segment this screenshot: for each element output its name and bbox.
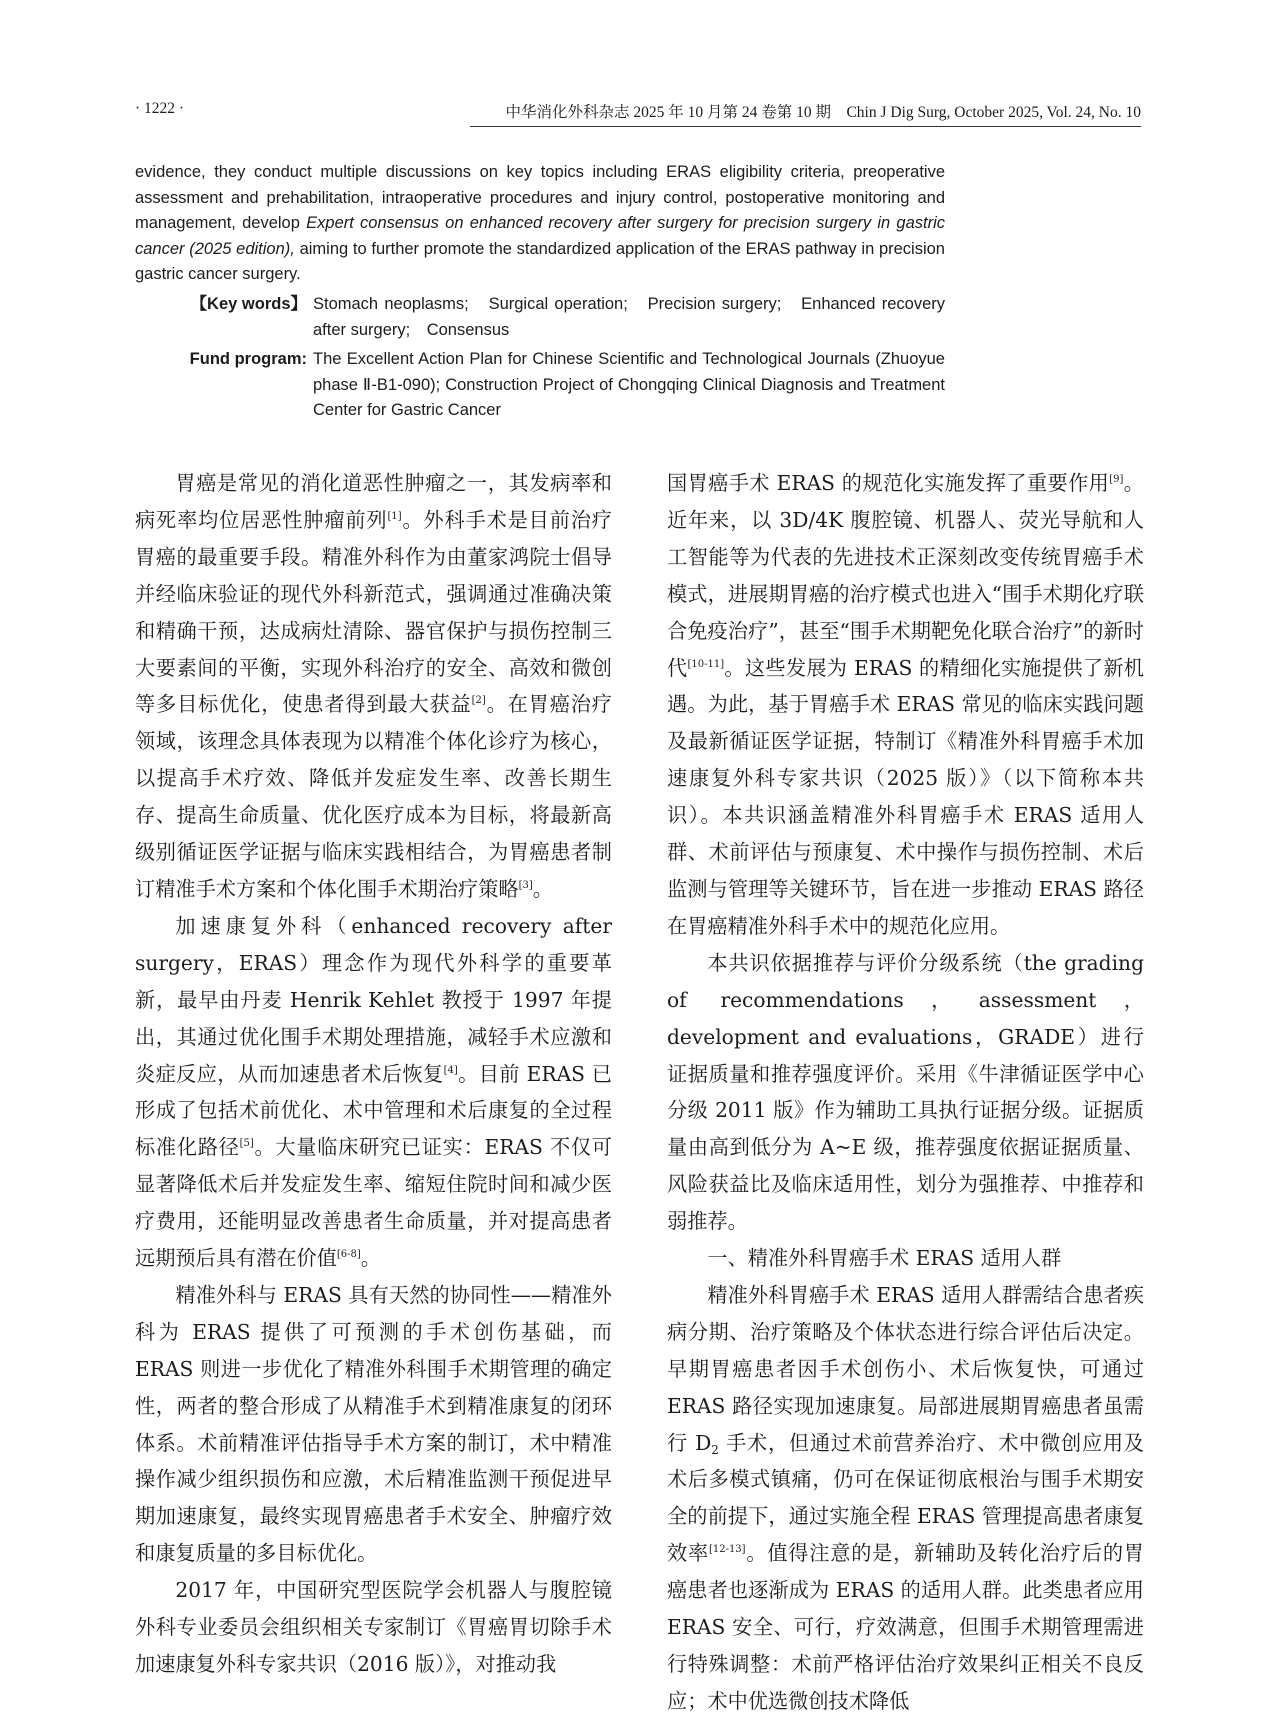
header-rule	[470, 126, 1141, 127]
citation-ref: [1]	[387, 510, 402, 522]
journal-citation: 中华消化外科杂志 2025 年 10 月第 24 卷第 10 期 Chin J Dig Surg, October 2025, Vol. 24, No. 10	[505, 104, 1141, 121]
text-run: 。大量临床研究已证实：ERAS 不仅可显著降低术后并发症发生率、缩短住院时间和减少医疗费用，还能明显改善患者生命质量，并对提高患者远期预后具有潜在价值	[135, 1135, 612, 1271]
citation-ref: [4]	[443, 1064, 458, 1076]
text-run: 。近年来，以 3D/4K 腹腔镜、机器人、荧光导航和人工智能等为代表的先进技术正深刻改变传统胃癌手术模式，进展期胃癌的治疗模式也进入“围手术期化疗联合免疫治疗”，甚至“围手术期靶免化联合治疗”的新时代	[667, 471, 1144, 680]
citation-ref: [12-13]	[708, 1544, 746, 1556]
paragraph: 精准外科与 ERAS 具有天然的协同性——精准外科为 ERAS 提供了可预测的手术创伤基础，而 ERAS 则进一步优化了精准外科围手术期管理的确定性，两者的整合形成了从精准手术到精准康复的闭环体系。术前精准评估指导手术方案的制订，术中精准操作减少组织损伤和应激，术后精准监测干预促进早期加速康复，最终实现胃癌患者手术安全、肿瘤疗效和康复质量的多目标优化。	[135, 1282, 612, 1566]
paragraph	[667, 1277, 1144, 1720]
text-run: 。	[532, 876, 553, 901]
paragraph: 本共识依据推荐与评价分级系统（the grading of recommendations，assessment，development and evaluations，GRADE）进行证据质量和推荐强度评价。采用《牛津循证医学中心分级 2011 版》作为辅助工具执行证据分级。证据质量由高到低分为 A~E 级，推荐强度依据证据质量、风险获益比及临床适用性，划分为强推荐、中推荐和弱推荐。	[667, 950, 1144, 1234]
fund-label: Fund program:	[189, 350, 307, 369]
citation-ref: [6-8]	[336, 1249, 361, 1261]
text-run: 。这些发展为 ERAS 的精细化实施提供了新机遇。为此，基于胃癌手术 ERAS 常见的临床实践问题及最新循证医学证据，特制订《精准外科胃癌手术加速康复外科专家共识（2025 版）》（以下简称本共识）。本共识涵盖精准外科胃癌手术 ERAS 适用人群、术前评估与预康复、术中操作与损伤控制、术后监测与管理等关键环节，旨在进一步推动 ERAS 路径在胃癌精准外科手术中的规范化应用。	[667, 655, 1144, 938]
text-run: 。值得注意的是，新辅助及转化治疗后的胃癌患者也逐渐成为 ERAS 的适用人群。此类患者应用 ERAS 安全、可行，疗效满意，但围手术期管理需进行特殊调整：术前严格评估治疗效果纠正相关不良反应；术中优选微创技术降低	[667, 1541, 1144, 1713]
page-number: · 1222 ·	[135, 100, 185, 117]
page-header	[135, 100, 1141, 128]
text-run: 手术，但通过术前营养治疗、术中微创应用及术后多模式镇痛，仍可在保证彻底根治与围手术期安全的前提下，通过实施全程 ERAS 管理提高患者康复效率	[667, 1430, 1144, 1566]
paragraph	[135, 908, 612, 1277]
text-run: 胃癌是常见的消化道恶性肿瘤之一，其发病率和病死率均位居恶性肿瘤前列	[135, 471, 612, 532]
abstract-text-b: aiming to further promote the standardized application of the ERAS pathway in precision gastric cancer surgery.	[135, 239, 945, 284]
english-abstract	[135, 160, 945, 424]
text-run: 精准外科胃癌手术 ERAS 适用人群需结合患者疾病分期、治疗策略及个体状态进行综合评估后决定。早期胃癌患者因手术创伤小、术后恢复快，可通过 ERAS 路径实现加速康复。局部进展期胃癌患者虽需行 D	[667, 1282, 1144, 1455]
citation-ref: [3]	[518, 879, 533, 891]
paragraph: 2017 年，中国研究型医院学会机器人与腹腔镜外科专业委员会组织相关专家制订《胃癌胃切除手术加速康复外科专家共识（2016 版）》，对推动我	[135, 1578, 612, 1676]
citation-ref: [5]	[239, 1138, 254, 1150]
fund-row	[135, 347, 945, 424]
text-run: 。目前 ERAS 已形成了包括术前优化、术中管理和术后康复的全过程标准化路径	[135, 1061, 612, 1160]
subscript: 2	[711, 1442, 719, 1457]
paragraph	[135, 465, 612, 908]
text-run: 。	[360, 1246, 381, 1271]
consensus-title-italic: Expert consensus on enhanced recovery after surgery for precision surgery in gastric cancer (2025 edition),	[135, 214, 945, 258]
citation-ref: [10-11]	[687, 658, 725, 670]
text-run: 。外科手术是目前治疗胃癌的最重要手段。精准外科作为由董家鸿院士倡导并经临床验证的现代外科新范式，强调通过准确决策和精确干预，达成病灶清除、器官保护与损伤控制三大要素间的平衡，实现外科治疗的安全、高效和微创等多目标优化，使患者得到最大获益	[135, 507, 612, 717]
keywords-row	[135, 292, 945, 343]
keywords-label: 【Key words】	[190, 294, 307, 313]
text-run: 加速康复外科（enhanced recovery after surgery，ERAS）理念作为现代外科学的重要革新，最早由丹麦 Henrik Kehlet 教授于 1997 年提出，其通过优化围手术期处理措施，减轻手术应激和炎症反应，从而加速患者术后恢复	[135, 913, 612, 1086]
citation-ref: [2]	[471, 695, 486, 707]
abstract-text	[135, 160, 945, 288]
keywords-value: Stomach neoplasms; Surgical operation; Precision surgery; Enhanced recovery after surgery; Consensus	[313, 294, 945, 339]
body-column-right	[667, 465, 1144, 1720]
section-heading: 一、精准外科胃癌手术 ERAS 适用人群	[707, 1246, 1062, 1271]
text-run: 。在胃癌治疗领域，该理念具体表现为以精准个体化诊疗为核心，以提高手术疗效、降低并发症发生率、改善长期生存、提高生命质量、优化医疗成本为目标，将最新高级别循证医学证据与临床实践相结合，为胃癌患者制订精准手术方案和个体化围手术期治疗策略	[135, 692, 612, 901]
fund-value: The Excellent Action Plan for Chinese Scientific and Technological Journals (Zhuoyue phase Ⅱ-B1-090); Construction Project of Chongqing Clinical Diagnosis and Treatment Center for Gastric Cancer	[313, 350, 945, 420]
abstract-text-a: evidence, they conduct multiple discussions on key topics including ERAS eligibility criteria, preoperative assessment and prehabilitation, intraoperative procedures and injury control, postoperative monitoring and management, develop	[135, 163, 945, 233]
body-column-left	[135, 465, 612, 1683]
citation-ref: [9]	[1109, 474, 1124, 485]
paragraph	[667, 465, 1144, 945]
text-run: 国胃癌手术 ERAS 的规范化实施发挥了重要作用	[667, 471, 1110, 495]
